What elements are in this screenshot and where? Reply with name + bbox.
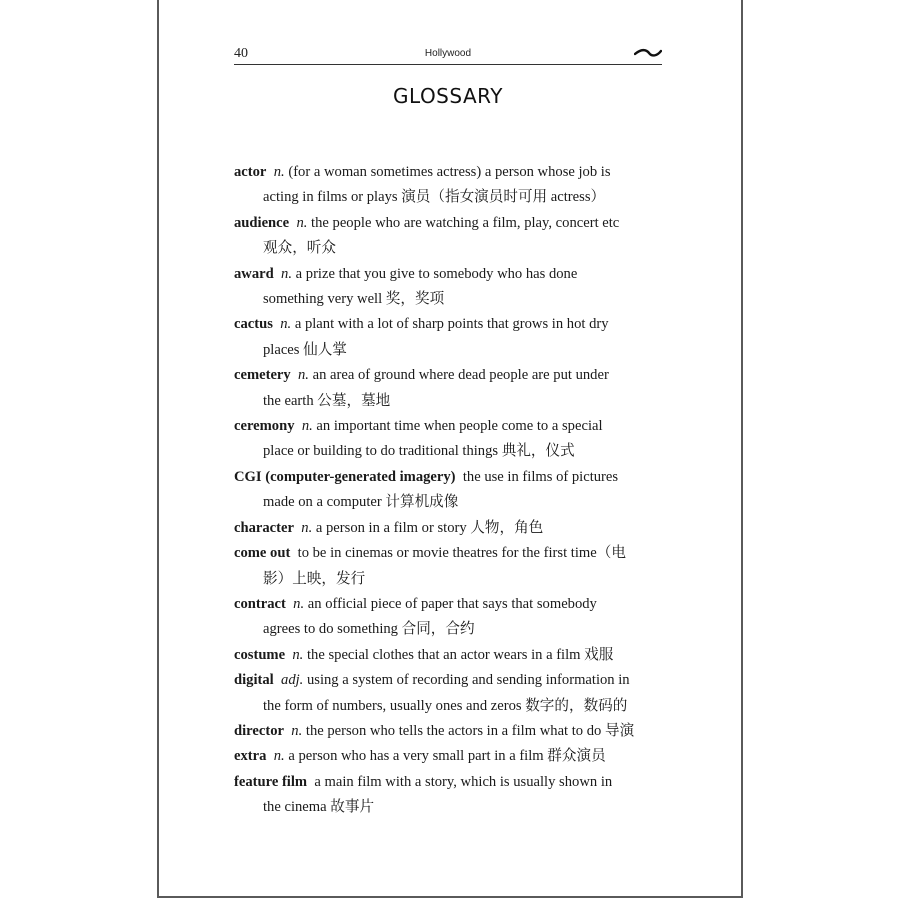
page-title: GLOSSARY [393, 84, 503, 108]
entry-definition-line: the cinema 故事片 [263, 799, 375, 816]
entry-text [234, 770, 674, 821]
entry-term: come out [234, 545, 291, 562]
entry-text [234, 643, 674, 668]
entry-definition-line: acting in films or plays 演员（指女演员时可用 actress） [263, 189, 606, 206]
entry-definition-line: an area of ground where dead people are put under [312, 367, 609, 384]
tilde-icon [634, 48, 662, 58]
glossary-entry [234, 770, 674, 821]
entry-definition-line: place or building to do traditional things 典礼，仪式 [263, 443, 575, 460]
entry-definition-line: to be in cinemas or movie theatres for the first time（电 [297, 545, 626, 562]
glossary-entry [234, 160, 674, 211]
entry-text [234, 211, 674, 262]
entry-definition-line: made on a computer 计算机成像 [263, 494, 459, 511]
entry-term: extra [234, 748, 267, 765]
entry-definition-line: the earth 公墓，墓地 [263, 392, 391, 409]
entry-term: award [234, 265, 274, 282]
entry-definition-line: the use in films of pictures [462, 468, 619, 485]
entry-text [234, 541, 674, 592]
entry-definition-line: a prize that you give to somebody who has done [295, 265, 578, 282]
entry-definition-line: places 仙人掌 [263, 341, 347, 358]
entry-definition-line: something very well 奖，奖项 [263, 291, 445, 308]
entry-term: digital [234, 672, 274, 689]
entry-term: actor [234, 164, 267, 180]
entry-definition-line: a main film with a story, which is usually shown in [314, 773, 613, 790]
entry-text [234, 668, 674, 719]
entry-term: cemetery [234, 367, 291, 384]
glossary-entry [234, 414, 674, 465]
entry-definition-line: the person who tells the actors in a film what to do 导演 [305, 722, 635, 739]
entry-term: costume [234, 646, 286, 663]
glossary-list [234, 160, 674, 821]
entry-term: cactus [234, 316, 273, 333]
entry-part-of-speech: n. [298, 367, 309, 384]
glossary-entry [234, 516, 674, 541]
running-head: Hollywood [424, 48, 472, 59]
glossary-entry [234, 465, 674, 516]
entry-definition-line: an important time when people come to a special [316, 418, 603, 435]
glossary-entry [234, 668, 674, 719]
entry-part-of-speech: n. [281, 265, 292, 282]
entry-text [234, 262, 674, 313]
entry-text [234, 465, 674, 516]
entry-definition-line: agrees to do something 合同，合约 [263, 621, 475, 638]
entry-text [234, 414, 674, 465]
entry-term: director [234, 722, 284, 739]
entry-part-of-speech: n. [292, 646, 304, 663]
entry-text [234, 744, 674, 769]
entry-text [234, 516, 674, 541]
page-header [234, 44, 662, 65]
entry-term: feature film [234, 773, 308, 790]
entry-definition-line: an official piece of paper that says that somebody [307, 595, 597, 612]
entry-term: contract [234, 595, 286, 612]
entry-definition-line: the people who are watching a film, play, concert etc [311, 214, 620, 231]
entry-definition-line: using a system of recording and sending information in [306, 672, 630, 689]
entry-definition-line: 观众，听众 [263, 240, 336, 257]
page-number: 40 [234, 46, 248, 61]
entry-definition-line: (for a woman sometimes actress) a person whose job is [288, 164, 611, 180]
entry-part-of-speech: n. [293, 595, 305, 612]
entry-definition-line: a plant with a lot of sharp points that grows in hot dry [294, 316, 609, 333]
entry-text [234, 363, 674, 414]
entry-part-of-speech: n. [273, 164, 285, 180]
glossary-entry [234, 541, 674, 592]
entry-part-of-speech: n. [280, 316, 292, 333]
entry-definition-line: a person who has a very small part in a film 群众演员 [288, 748, 606, 765]
entry-definition-line: the form of numbers, usually ones and zeros 数字的，数码的 [263, 697, 628, 714]
entry-definition-line: a person in a film or story 人物，角色 [315, 519, 544, 536]
glossary-entry [234, 643, 674, 668]
entry-part-of-speech: n. [273, 748, 285, 765]
glossary-entry [234, 211, 674, 262]
glossary-entry [234, 262, 674, 313]
entry-text [234, 592, 674, 643]
entry-part-of-speech: adj. [281, 672, 304, 689]
glossary-entry [234, 719, 674, 744]
entry-text [234, 312, 674, 363]
entry-part-of-speech: n. [301, 519, 313, 536]
entry-definition-line: 影）上映，发行 [263, 570, 366, 587]
entry-part-of-speech: n. [296, 214, 308, 231]
glossary-entry [234, 312, 674, 363]
entry-text [234, 719, 674, 744]
entry-term: ceremony [234, 418, 295, 435]
entry-term: audience [234, 214, 290, 231]
glossary-entry [234, 592, 674, 643]
entry-term: CGI (computer-generated imagery) [234, 468, 456, 485]
glossary-entry [234, 363, 674, 414]
entry-term: character [234, 519, 294, 536]
glossary-entry [234, 744, 674, 769]
entry-text [234, 160, 674, 211]
entry-part-of-speech: n. [291, 722, 303, 739]
entry-part-of-speech: n. [301, 418, 313, 435]
entry-definition-line: the special clothes that an actor wears in a film 戏服 [306, 646, 614, 663]
